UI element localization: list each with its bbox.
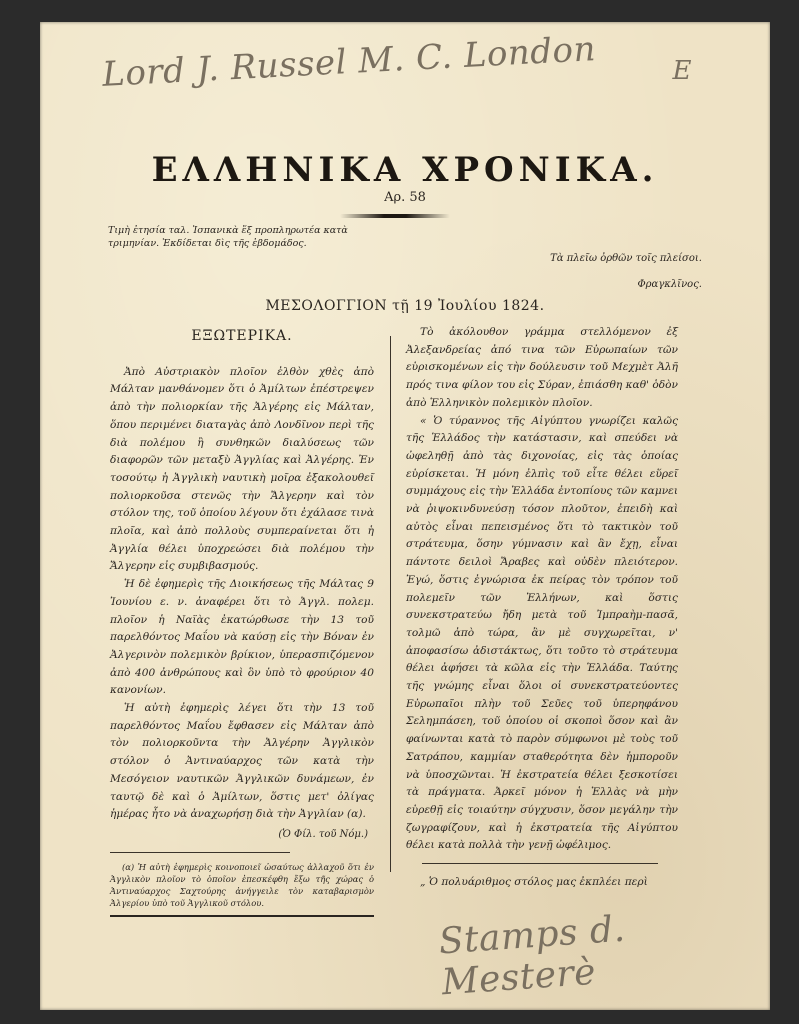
subscription-note: Τιμὴ ἐτησία ταλ. Ἱσπανικὰ ἕξ προπληρωτέα κατὰ τριμηνίαν. Ἐκδίδεται δὶς τῆς ἑβδομάδος.: [108, 225, 348, 249]
issue-number: Αρ. 58: [384, 190, 426, 205]
newspaper-page: [40, 22, 770, 1010]
handwritten-signature: Stamps d. Mesterè: [437, 908, 627, 1004]
column-end-rule: [110, 915, 374, 917]
article-paragraph: Ἀπὸ Αὐστριακὸν πλοῖον ἐλθὸν χθὲς ἀπὸ Μάλταν μανθάνομεν ὅτι ὁ Ἀμίλτων ἐπέστρεψεν ἀπὸ τὴν πολιορκίαν τῆς Ἀλγέρης εἰς Μάλταν, ὅπου περιμένει διαταγὰς ἀπὸ Λονδῖνον περὶ τῆς διὰ πολέμου ἢ συνθηκῶν διαλύσεως τῶν διαφορῶν τῶν μεταξὺ Ἀγγλίας καὶ Ἀλγέρης. Ἐν τοσούτῳ ἡ Ἀγγλικὴ ναυτικὴ μοῖρα ἐξακολουθεῖ πολιορκοῦσα στενῶς τὴν Ἄλγερην καὶ τὸν στόλον της, τοῦ ὁποίου λέγουν ὅτι ἐχάλασε τινὰ πλοῖα, καὶ ἀπὸ πολλοὺς συμπεραίνεται ὅτι ἡ Ἀγγλία θέλει ὑποχρεώσει διὰ πολέμου τὴν Ἄλγερην εἰς συμβιβασμούς.: [110, 365, 374, 573]
dateline: ΜΕΣΟΛΟΓΓΙΟΝ τῇ 19 Ἰουλίου 1824.: [265, 298, 545, 314]
footnote-divider: [110, 852, 290, 853]
masthead-title: ΕΛΛΗΝΙΚΑ ΧΡΟΝΙΚΑ.: [151, 150, 659, 190]
article-paragraph: Ἡ αὐτὴ ἐφημερὶς λέγει ὅτι τὴν 13 τοῦ παρελθόντος Μαΐου ἔφθασεν εἰς Μάλταν ἀπὸ τὸν πολιορκοῦντα τὴν Ἀλγέρην Ἀγγλικὸν στόλον ὁ Ἀντιναύαρχος τῶν κατὰ τὴν Μεσόγειον ναυτικῶν Ἀγγλικῶν δυνάμεων, ἐν ταυτῷ δὲ καὶ ὁ Ἀμίλτων, ὅστις μετ' ὀλίγας ἡμέρας ἦτο νὰ ἀναχωρήσῃ διὰ τὴν Ἀγγλίαν (α).: [110, 702, 374, 821]
article-paragraph: « Ὁ τύραννος τῆς Αἰγύπτου γνωρίζει καλῶς τῆς Ἑλλάδος τὴν κατάστασιν, καὶ σπεύδει νὰ ὠφεληθῇ ἀπὸ τὰς διχονοίας, εἰς τὰς ὁποίας εὑρίσκεται. Ἡ μόνη ἐλπὶς τοῦ εἶτε θέλει εὕρεῖ συμμάχους εἰς τὴν Ἑλλάδα ἐντοπίους τῶν καμνει νὰ ῥιψοκινδυνεύσῃ τόσον πλοῦτον, ἐπειδὴ καὶ αὐτὸς εἶναι πεπεισμένος ὅτι τὸ τακτικὸν τοῦ στράτευμα, ὅσην γύμνασιν καὶ ἂν ἔχῃ, εἶναι πάντοτε δειλοὶ Ἄραβες καὶ οὐδὲν πλειότερον. Ἐγώ, ὅστις ἐγνώρισα ἐκ πείρας τὸν τρόπον τοῦ πολεμεῖν τῶν Ἑλλήνων, καὶ ὅστις συνεκστρατεύω ἤδη μετὰ τοῦ Ἰμπραὴμ-πασᾶ, τολμῶ ἀπὸ τώρα, ἂν μὲ συγχωρεῖται, ν' ἀποφασίσω ἀδιστάκτως, ὅτι τοῦτο τὸ στράτευμα θέλει ἀφήσει τὰ κῶλα εἰς τὴν Ἑλλάδα. Ταύτης τῆς γνώμης εἶναι ὅλοι οἱ συνεκστρατεύοντες Εὐρωπαῖοι πλὴν τοῦ Σεῦες τοῦ ὑπερηφάνου Σελημπάσεη, τοῦ ὁποίου οἱ σκοποὶ ὅσον καὶ ἂν φαίνωνται κατὰ τὸ παρὸν σύμφωνοι μὲ τοὺς τοῦ Σατράπου, καμμίαν σταθερότητα δὲν ἠμποροῦν νὰ ὑποσχῶνται. Ἡ ἐκστρατεία θέλει ξεσκοτίσει τὰ πράγματα. Ἀρκεῖ μόνον ἡ Ἑλλὰς νὰ μὴν εὑρεθῇ εἰς τοιαύτην σύγχυσιν, ὅσον μεγάλην τὴν ζωγραφίζουν, καὶ ἡ ἐκστρατεία τῆς Αἰγύπτου θέλει κατὰ πολλὰ τὴν γενῇ ὠφέλιμος.: [406, 414, 678, 852]
handwritten-mark: E: [672, 56, 692, 86]
article-paragraph: Τὸ ἀκόλουθον γράμμα στελλόμενον ἐξ Ἀλεξανδρείας ἀπό τινα τῶν Εὐρωπαίων τῶν εὑρισκομένων εἰς τὴν δούλευσιν τοῦ Μεχμὲτ Ἀλῆ πρός τινα φίλον του εἰς Σύραν, ἐπιάσθη καθ' ὁδὸν ἀπὸ Ἑλληνικὸν πολεμικὸν πλοῖον.: [406, 326, 678, 409]
paragraph-divider: [422, 863, 658, 864]
motto-author: Φραγκλῖνος.: [637, 279, 702, 290]
masthead-ornament: [340, 214, 450, 218]
article-source: (Ὁ Φίλ. τοῦ Νόμ.): [278, 828, 368, 840]
motto-block: [452, 246, 702, 298]
closing-line: „ Ὁ πολυάριθμος στόλος μας ἐκπλέει περὶ: [420, 876, 648, 889]
right-column: [406, 324, 678, 892]
left-column: [110, 328, 374, 917]
handwritten-address: Lord J. Russel M. C. London: [101, 29, 597, 95]
section-heading: ΕΞΩΤΕΡΙΚΑ.: [191, 328, 293, 344]
footnote: (α) Ἡ αὐτὴ ἐφημερὶς κοινοποιεῖ ὡσαύτως ἀλλαχοῦ ὅτι ἐν Ἀγγλικὸν πλοῖον τὸ ὁποῖον ἐπεσκέφθη ἔξω τῆς χώρας ὁ Ἀντιναύαρχος Σαχτούρης ἀνήγγειλε τὸν καταβαρισμὸν Ἀλγερίου ὑπὸ τοῦ Ἀγγλικοῦ στόλου.: [110, 861, 374, 908]
column-divider: [390, 336, 391, 872]
article-paragraph: Ἡ δὲ ἐφημερὶς τῆς Διοικήσεως τῆς Μάλτας 9 Ἰουνίου ε. ν. ἀναφέρει ὅτι τὸ Ἀγγλ. πολεμ. πλοῖον ἡ Ναϊὰς ἐκατώρθωσε τὴν 13 τοῦ παρελθόντος Μαΐου νὰ καύσῃ εἰς τὴν Βόναν ἐν Ἀλγερινὸν πολεμικὸν βρίκιον, ὑπερασπιζόμενον ἀπὸ 400 ἀνθρώπους καὶ ὃν ὑπὸ τὸ φρούριον 40 κανονίων.: [110, 578, 374, 697]
motto-text: Τὰ πλεῖω ὀρθῶν τοῖς πλείσοι.: [550, 253, 702, 264]
